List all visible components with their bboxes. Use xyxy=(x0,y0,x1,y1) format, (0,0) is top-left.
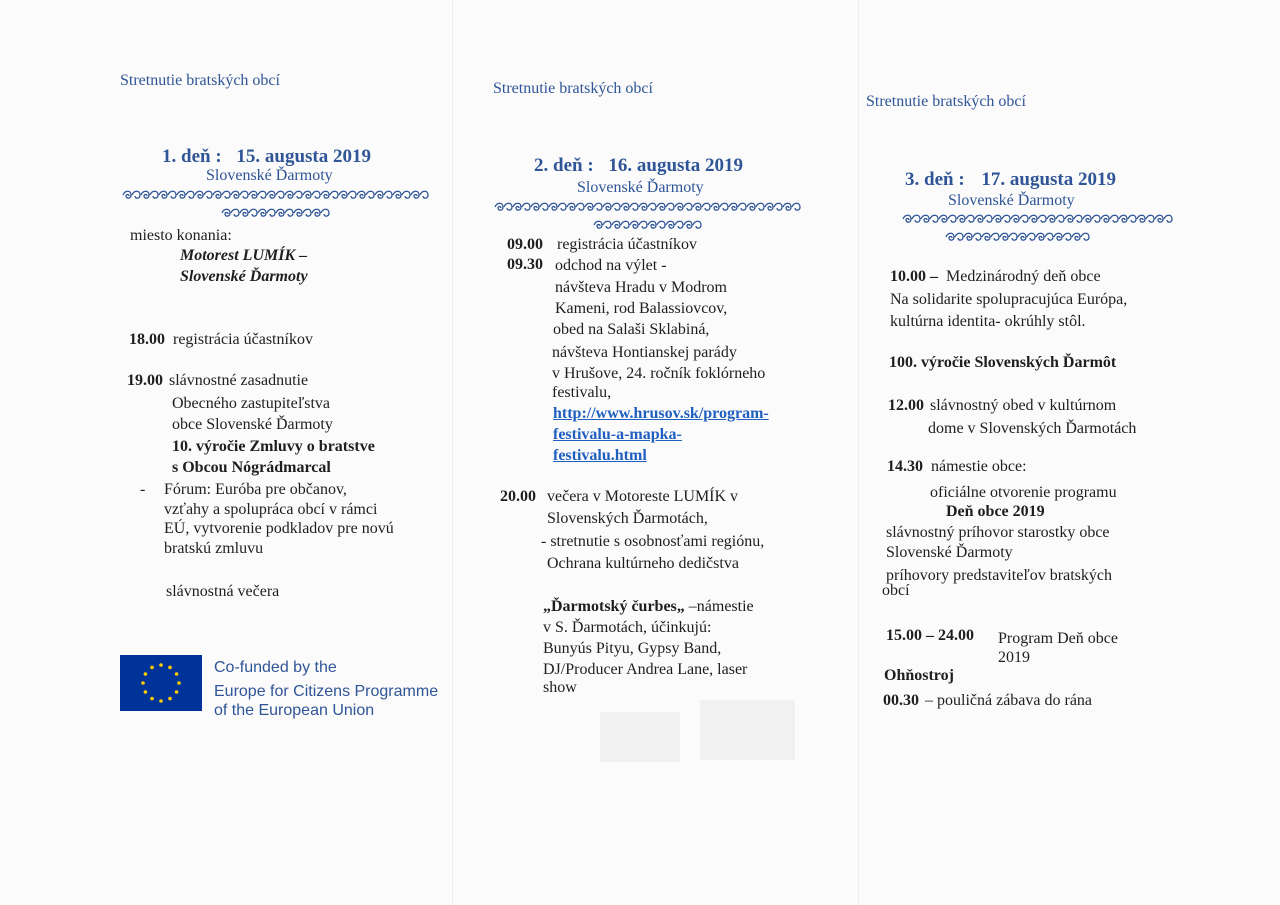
schedule-text: oficiálne otvorenie programu xyxy=(930,484,1117,501)
day-date: 17. augusta 2019 xyxy=(981,169,1117,190)
schedule-time: 19.00 xyxy=(127,372,163,389)
bleed-through-block xyxy=(600,712,680,762)
festival-link[interactable]: festivalu-a-mapka- xyxy=(553,426,682,443)
schedule-text: festivalu, xyxy=(552,384,612,401)
festival-link[interactable]: festivalu.html xyxy=(553,447,647,464)
bullet: - xyxy=(140,481,146,498)
schedule-time: 12.00 xyxy=(888,397,924,414)
schedule-time: 09.30 xyxy=(507,256,543,273)
schedule-text: obed na Salaši Sklabiná, xyxy=(553,321,710,338)
schedule-text: slávnostný príhovor starostky obce xyxy=(886,524,1110,541)
schedule-text: registrácia účastníkov xyxy=(173,331,313,348)
schedule-time: 15.00 – 24.00 xyxy=(886,627,974,644)
schedule-text: večera v Motoreste LUMÍK v xyxy=(547,488,739,505)
schedule-text: slávnostný obed v kultúrnom xyxy=(930,397,1117,414)
event-title: „Ďarmotský čurbes„ xyxy=(543,598,685,615)
schedule-text: Na solidarite spolupracujúca Európa, xyxy=(890,291,1128,308)
schedule-text: námestie obce: xyxy=(931,458,1027,475)
forum-text: Fórum: Euróba pre občanov, xyxy=(164,481,347,498)
ornament-divider xyxy=(494,200,804,234)
schedule-time: 20.00 xyxy=(500,488,536,505)
ornament-divider xyxy=(122,188,432,222)
schedule-text: návšteva Hontianskej parády xyxy=(552,344,737,361)
fold-line-left xyxy=(452,0,453,905)
schedule-item xyxy=(888,397,1116,415)
schedule-time: 14.30 xyxy=(887,458,923,475)
day-title xyxy=(534,155,743,177)
schedule-text: Bunyús Pityu, Gypsy Band, xyxy=(543,640,722,657)
day-date: 16. augusta 2019 xyxy=(608,155,744,176)
eu-funding-line1: Co-funded by the xyxy=(214,659,337,676)
day-subtitle: Slovenské Ďarmoty xyxy=(206,167,333,184)
schedule-text: Medzinárodný deň obce xyxy=(946,268,1101,285)
venue-label: miesto konania: xyxy=(130,227,232,244)
ornament-divider xyxy=(902,212,1177,246)
venue-name-line2: Slovenské Ďarmoty xyxy=(180,268,308,285)
day-title xyxy=(162,146,371,168)
schedule-text: registrácia účastníkov xyxy=(557,236,697,253)
schedule-text: návšteva Hradu v Modrom xyxy=(555,279,727,296)
schedule-text: - stretnutie s osobnosťami regiónu, xyxy=(541,533,765,550)
schedule-text: príhovory predstaviteľov bratských xyxy=(886,567,1112,584)
anniversary-line: 100. výročie Slovenských Ďarmôt xyxy=(889,354,1117,371)
forum-text: EÚ, vytvorenie podkladov pre novú xyxy=(164,520,394,537)
panel-header: Stretnutie bratských obcí xyxy=(120,72,280,89)
event-place: –námestie xyxy=(684,598,754,615)
forum-text: vzťahy a spolupráca obcí v rámci xyxy=(164,501,378,518)
schedule-text: kultúrna identita- okrúhly stôl. xyxy=(890,313,1086,330)
schedule-text: DJ/Producer Andrea Lane, laser xyxy=(543,661,748,678)
schedule-text: slávnostné zasadnutie xyxy=(169,372,309,389)
schedule-text: obce Slovenské Ďarmoty xyxy=(172,416,333,433)
bleed-through-block xyxy=(700,700,795,760)
day-number: 2. deň : xyxy=(534,155,594,176)
schedule-text: Ochrana kultúrneho dedičstva xyxy=(547,555,739,572)
schedule-item xyxy=(127,372,308,390)
schedule-time: 09.00 xyxy=(507,236,543,253)
schedule-item xyxy=(129,331,313,349)
schedule-text: dome v Slovenských Ďarmotách xyxy=(928,420,1137,437)
event-title: Deň obce 2019 xyxy=(946,503,1045,520)
anniversary-line: s Obcou Nógrádmarcal xyxy=(172,459,331,476)
schedule-text: obcí xyxy=(882,582,910,599)
schedule-item xyxy=(890,268,1101,286)
schedule-text: show xyxy=(543,679,577,696)
schedule-text: 2019 xyxy=(998,649,1030,666)
schedule-text: Obecného zastupiteľstva xyxy=(172,395,330,412)
schedule-item xyxy=(883,692,1092,710)
schedule-text: odchod na výlet - xyxy=(555,257,667,274)
eu-flag-icon xyxy=(120,655,202,711)
venue-name-line1: Motorest LUMÍK – xyxy=(180,247,308,264)
panel-header: Stretnutie bratských obcí xyxy=(493,80,653,97)
schedule-text: v Hrušove, 24. ročník foklórneho xyxy=(552,365,766,382)
anniversary-line: 10. výročie Zmluvy o bratstve xyxy=(172,438,375,455)
schedule-time: 18.00 xyxy=(129,331,165,348)
forum-text: bratskú zmluvu xyxy=(164,540,264,557)
day-number: 3. deň : xyxy=(905,169,965,190)
schedule-text: Slovenské Ďarmoty xyxy=(886,544,1013,561)
eu-funding-line3: of the European Union xyxy=(214,702,375,719)
fold-line-right xyxy=(858,0,859,905)
day-date: 15. augusta 2019 xyxy=(236,146,372,167)
schedule-text: – pouličná zábava do rána xyxy=(925,692,1093,709)
day-subtitle: Slovenské Ďarmoty xyxy=(577,179,704,196)
fireworks-label: Ohňostroj xyxy=(884,667,954,684)
schedule-text: Slovenských Ďarmotách, xyxy=(547,510,708,527)
schedule-time: 10.00 – xyxy=(890,268,938,285)
day-number: 1. deň : xyxy=(162,146,222,167)
panel-header: Stretnutie bratských obcí xyxy=(866,93,1026,110)
event-line xyxy=(543,598,754,616)
schedule-item xyxy=(887,458,1027,476)
day-title xyxy=(905,169,1116,191)
eu-funding-line2: Europe for Citizens Programme xyxy=(214,683,439,700)
dinner-text: slávnostná večera xyxy=(166,583,280,600)
schedule-time: 00.30 xyxy=(883,692,919,709)
schedule-text: Program Deň obce xyxy=(998,630,1118,647)
festival-link[interactable]: http://www.hrusov.sk/program- xyxy=(553,405,769,422)
day-subtitle: Slovenské Ďarmoty xyxy=(948,192,1075,209)
schedule-text: Kameni, rod Balassiovcov, xyxy=(555,300,728,317)
schedule-text: v S. Ďarmotách, účinkujú: xyxy=(543,619,712,636)
